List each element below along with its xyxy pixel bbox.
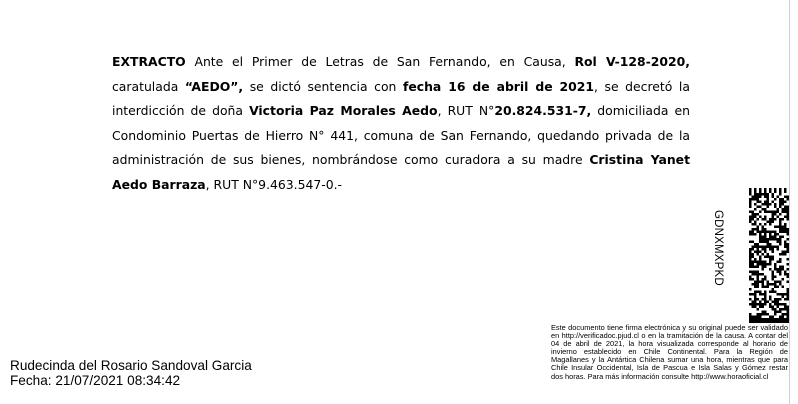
case-rol: Rol V-128-2020, — [574, 54, 690, 69]
extract-text-1: Ante el Primer de Letras de San Fernando, en Causa, — [185, 54, 575, 69]
verification-code: GDNXMXPKD — [712, 210, 724, 286]
case-caratula: “AEDO”, — [184, 78, 244, 94]
electronic-signature-notice: Este documento tiene firma electrónica y su original puede ser validado en http://verificadoc.pjud.cl o en la tramitación de la causa. A contar del 04 de abril de 2021, la hora visualizada corresponde al horario de invierno establecido en Chile Continental. Para la Región de Magallanes y la Antártica Chilena sumar una hora, mientras que para Chile Insular Occidental, Isla de Pascua e Isla Salas y Gómez restar dos horas. Para más información consulte http://www.horaoficial.cl — [551, 323, 788, 381]
page-edge-rule — [789, 0, 790, 404]
signature-date: Fecha: 21/07/2021 08:34:42 — [10, 373, 181, 388]
sentence-date: fecha 16 de abril de 2021 — [402, 78, 595, 94]
extract-text-3: se dictó sentencia con — [243, 78, 403, 94]
extract-lead-label: EXTRACTO — [112, 54, 186, 69]
barcode-graphic — [749, 188, 789, 324]
signer-name: Rudecinda del Rosario Sandoval Garcia — [10, 358, 252, 373]
barcode-image — [749, 188, 789, 324]
extract-text-6: domiciliada en Condominio Puertas de Hierro N° 441, comuna de San Fernando, quedando privada de la administración de sus bienes, nombrándose como curadora a su madre — [112, 103, 690, 168]
extract-text-5: , RUT N° — [437, 103, 495, 119]
extract-paragraph — [112, 50, 690, 198]
interdicted-person-name: Victoria Paz Morales Aedo — [249, 103, 438, 119]
signer-block — [10, 358, 252, 388]
interdicted-person-rut: 20.824.531-7, — [494, 103, 592, 119]
extract-text-4: , se decretó la interdicción de doña — [112, 78, 690, 119]
curator-name: Cristina Yanet Aedo Barraza — [112, 152, 690, 192]
extract-text-2: caratulada — [112, 78, 185, 94]
extract-text-7: , RUT N°9.463.547-0.- — [205, 176, 343, 192]
